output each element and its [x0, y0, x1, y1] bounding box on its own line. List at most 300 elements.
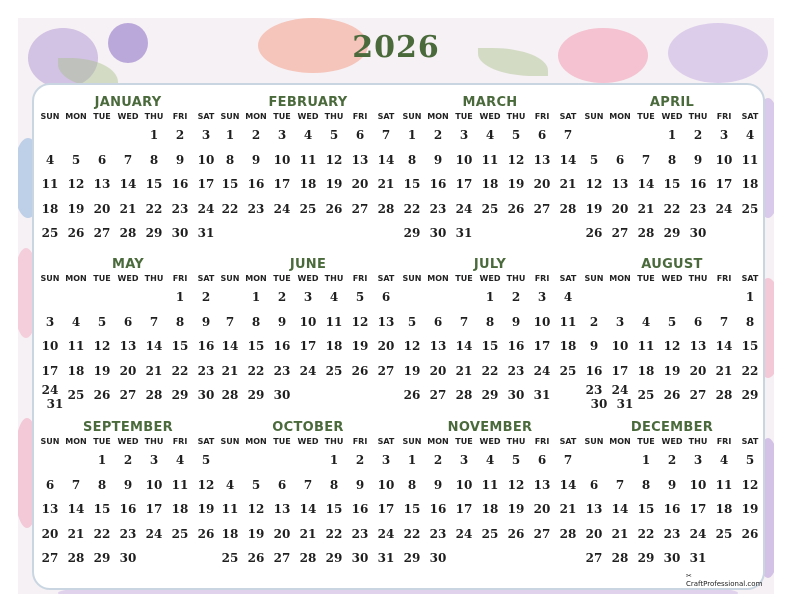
day-cell: 4 — [329, 290, 339, 304]
weekday-label: TUE — [637, 274, 655, 283]
day-cell: 8 — [407, 152, 417, 167]
day-cell: 6 — [433, 314, 443, 329]
day-cell: 24 — [455, 526, 473, 541]
weekday-label: WED — [661, 437, 683, 446]
day-cell: 11 — [299, 152, 317, 167]
weekday-header — [217, 436, 399, 448]
day-cell: 22 — [145, 201, 163, 216]
empty-cell — [737, 221, 763, 246]
day-cell: 26 — [325, 201, 343, 216]
day-cell: 9 — [277, 314, 287, 329]
weekday-label: SUN — [402, 112, 422, 121]
day-cell: 1 — [745, 290, 755, 304]
empty-cell — [711, 285, 737, 310]
day-cell: 20 — [533, 177, 551, 191]
day-cell: 29 — [93, 551, 111, 565]
empty-cell — [115, 123, 141, 148]
day-cell: 16 — [507, 339, 525, 353]
weekday-label: MON — [65, 112, 87, 121]
weekday-label: SAT — [197, 112, 215, 121]
empty-cell — [451, 546, 477, 571]
weekday-label: FRI — [534, 112, 550, 121]
weekday-label: THU — [688, 437, 708, 446]
day-cell: 13 — [533, 152, 551, 167]
day-cell: 4 — [45, 152, 55, 167]
calendar-panel — [32, 83, 765, 590]
day-cell: 10 — [715, 152, 733, 167]
empty-cell — [555, 221, 581, 246]
day-cell: 10 — [41, 339, 59, 353]
day-cell: 19 — [585, 201, 603, 216]
weekday-label: MON — [427, 274, 449, 283]
day-cell: 10 — [689, 477, 707, 492]
day-cell: 26 — [585, 226, 603, 240]
month-april — [581, 95, 763, 246]
weekday-label: THU — [506, 274, 526, 283]
day-cell: 12 — [197, 477, 215, 492]
weekday-label: THU — [144, 437, 164, 446]
day-cell: 20 — [351, 177, 369, 191]
day-cell: 19 — [351, 339, 369, 353]
day-cell: 1 — [329, 453, 339, 467]
day-cell: 8 — [251, 314, 261, 329]
day-cell: 14 — [119, 177, 137, 191]
empty-cell — [89, 285, 115, 310]
empty-cell — [37, 123, 63, 148]
day-cell: 9 — [433, 152, 443, 167]
day-cell: 28 — [455, 388, 473, 402]
day-cell: 18 — [559, 339, 577, 353]
day-cell: 31 — [197, 226, 215, 240]
empty-cell — [425, 285, 451, 310]
month-august — [581, 257, 763, 411]
weekday-label: WED — [117, 112, 139, 121]
day-cell: 29 — [741, 388, 759, 402]
day-cell: 5 — [251, 477, 261, 492]
day-cell: 22 — [171, 363, 189, 378]
day-cell: 15 — [403, 177, 421, 191]
weekday-label: FRI — [716, 437, 732, 446]
empty-cell — [269, 448, 295, 473]
day-cell: 21 — [145, 363, 163, 378]
day-cell: 13 — [351, 152, 369, 167]
day-cell: 5 — [355, 290, 365, 304]
day-cell: 8 — [407, 477, 417, 492]
weekday-header — [581, 111, 763, 123]
day-cell: 22 — [663, 201, 681, 216]
empty-cell — [633, 123, 659, 148]
day-cell: 23 — [273, 363, 291, 378]
day-cell: 13 — [611, 177, 629, 191]
empty-cell — [581, 285, 607, 310]
day-cell: 15 — [637, 502, 655, 516]
day-cell: 19 — [247, 526, 265, 541]
day-cell: 27 — [689, 388, 707, 402]
day-cell: 28 — [67, 551, 85, 565]
empty-cell — [581, 123, 607, 148]
day-cell: 11 — [637, 339, 655, 353]
day-cell: 2 — [511, 290, 521, 304]
day-cell: 3 — [381, 453, 391, 467]
day-cell: 21 — [221, 363, 239, 378]
empty-cell — [737, 546, 763, 571]
day-cell: 9 — [589, 339, 599, 353]
day-cell: 17 — [715, 177, 733, 191]
day-cell: 27 — [585, 551, 603, 565]
weekday-label: MON — [609, 112, 631, 121]
day-cell: 20 — [377, 339, 395, 353]
day-cell: 25 — [221, 551, 239, 565]
day-cell: 5 — [329, 128, 339, 142]
day-cell: 28 — [559, 526, 577, 541]
day-cell: 13 — [533, 477, 551, 492]
day-cell: 18 — [481, 177, 499, 191]
weekday-label: SAT — [377, 112, 395, 121]
day-cell: 13 — [41, 502, 59, 516]
weekday-label: THU — [506, 437, 526, 446]
day-cell: 23 — [247, 201, 265, 216]
day-cell: 22 — [247, 363, 265, 378]
day-cell: 22 — [403, 201, 421, 216]
day-grid — [37, 448, 219, 571]
weekday-label: THU — [324, 112, 344, 121]
weekday-label: SUN — [40, 112, 60, 121]
day-cell: 15 — [171, 339, 189, 353]
weekday-label: WED — [661, 112, 683, 121]
day-cell: 1 — [407, 128, 417, 142]
day-cell: 1 — [97, 453, 107, 467]
day-cell: 24 — [145, 526, 163, 541]
weekday-label: SAT — [377, 274, 395, 283]
month-name: SEPTEMBER — [83, 420, 173, 435]
day-cell: 19 — [93, 363, 111, 378]
day-cell: 20 — [689, 363, 707, 378]
day-cell: 20 — [533, 502, 551, 516]
day-cell: 7 — [381, 128, 391, 142]
weekday-label: SUN — [402, 437, 422, 446]
day-cell: 30 — [351, 551, 369, 565]
day-cell: 29 — [663, 226, 681, 240]
day-cell: 10 — [299, 314, 317, 329]
day-cell: 21 — [377, 177, 395, 191]
empty-cell — [503, 546, 529, 571]
weekday-label: FRI — [352, 437, 368, 446]
weekday-label: SAT — [559, 274, 577, 283]
day-cell: 16 — [171, 177, 189, 191]
weekday-label: WED — [297, 437, 319, 446]
day-cell: 7 — [615, 477, 625, 492]
day-cell: 12 — [351, 314, 369, 329]
day-cell: 10 — [145, 477, 163, 492]
weekday-label: TUE — [637, 112, 655, 121]
day-cell: 18 — [171, 502, 189, 516]
weekday-label: MON — [609, 274, 631, 283]
day-cell: 8 — [745, 314, 755, 329]
day-cell: 11 — [171, 477, 189, 492]
empty-cell — [37, 448, 63, 473]
weekday-label: FRI — [352, 112, 368, 121]
day-cell: 15 — [325, 502, 343, 516]
day-cell: 2 — [277, 290, 287, 304]
weekday-label: MON — [245, 274, 267, 283]
weekday-label: SAT — [197, 437, 215, 446]
weekday-label: TUE — [273, 274, 291, 283]
day-cell: 4 — [485, 453, 495, 467]
day-cell: 25 — [715, 526, 733, 541]
day-cell: 22 — [93, 526, 111, 541]
day-cell: 4 — [485, 128, 495, 142]
day-cell: 19 — [507, 177, 525, 191]
weekday-label: TUE — [637, 437, 655, 446]
day-cell: 28 — [715, 388, 733, 402]
month-october — [217, 420, 399, 571]
day-cell: 13 — [119, 339, 137, 353]
day-cell: 2 — [667, 453, 677, 467]
weekday-label: WED — [479, 112, 501, 121]
day-cell: 19 — [741, 502, 759, 516]
weekday-label: SUN — [584, 274, 604, 283]
month-march — [399, 95, 581, 246]
day-cell: 15 — [145, 177, 163, 191]
weekday-label: SUN — [584, 112, 604, 121]
day-cell: 23 — [507, 363, 525, 378]
day-cell: 18 — [637, 363, 655, 378]
day-cell: 8 — [641, 477, 651, 492]
day-cell: 31 — [533, 388, 551, 402]
day-cell: 23 — [429, 526, 447, 541]
day-cell: 27 — [533, 526, 551, 541]
day-cell: 22 — [637, 526, 655, 541]
day-cell: 5 — [201, 453, 211, 467]
empty-cell — [243, 448, 269, 473]
day-cell: 14 — [377, 152, 395, 167]
month-name: FEBRUARY — [268, 95, 348, 110]
empty-cell — [89, 123, 115, 148]
day-cell: 7 — [123, 152, 133, 167]
day-cell: 20 — [611, 201, 629, 216]
day-cell: 3 — [303, 290, 313, 304]
day-cell: 28 — [611, 551, 629, 565]
day-cell: 10 — [455, 152, 473, 167]
day-cell: 27 — [611, 226, 629, 240]
month-june — [217, 257, 399, 408]
day-cell: 12 — [93, 339, 111, 353]
day-cell: 6 — [45, 477, 55, 492]
weekday-header — [217, 111, 399, 123]
month-name: AUGUST — [641, 257, 703, 272]
weekday-label: THU — [688, 112, 708, 121]
day-cell: 1 — [485, 290, 495, 304]
day-cell: 22 — [481, 363, 499, 378]
day-cell: 22 — [221, 201, 239, 216]
day-cell: 25 — [171, 526, 189, 541]
day-cell: 13 — [93, 177, 111, 191]
day-cell: 1 — [407, 453, 417, 467]
day-cell: 27 — [377, 363, 395, 378]
day-number: 24 — [611, 383, 629, 397]
day-cell: 12 — [247, 502, 265, 516]
month-name: MAY — [111, 257, 145, 272]
month-july — [399, 257, 581, 408]
day-cell: 20 — [585, 526, 603, 541]
weekday-header — [37, 436, 219, 448]
day-grid — [37, 123, 219, 246]
day-grid — [217, 448, 399, 571]
weekday-label: MON — [427, 112, 449, 121]
day-cell: 29 — [325, 551, 343, 565]
weekday-label: MON — [65, 274, 87, 283]
weekday-header — [399, 273, 581, 285]
weekday-label: SAT — [559, 437, 577, 446]
day-cell: 5 — [71, 152, 81, 167]
day-cell: 15 — [93, 502, 111, 516]
day-cell: 11 — [741, 152, 759, 167]
day-cell: 16 — [585, 363, 603, 378]
day-cell: 24 — [299, 363, 317, 378]
day-cell: 17 — [455, 502, 473, 516]
day-grid — [399, 285, 581, 408]
day-cell: 19 — [403, 363, 421, 378]
weekday-header — [37, 273, 219, 285]
day-cell: 29 — [171, 388, 189, 402]
day-cell: 25 — [741, 201, 759, 216]
weekday-label: WED — [297, 112, 319, 121]
empty-cell — [115, 285, 141, 310]
empty-cell — [529, 546, 555, 571]
day-cell: 10 — [455, 477, 473, 492]
day-cell: 5 — [667, 314, 677, 329]
weekday-label: TUE — [93, 274, 111, 283]
empty-cell — [477, 221, 503, 246]
day-cell: 11 — [715, 477, 733, 492]
weekday-label: TUE — [93, 437, 111, 446]
weekday-label: TUE — [455, 437, 473, 446]
weekday-label: TUE — [93, 112, 111, 121]
day-cell: 13 — [689, 339, 707, 353]
day-cell: 26 — [197, 526, 215, 541]
weekday-label: SUN — [40, 437, 60, 446]
day-cell: 31 — [455, 226, 473, 240]
empty-cell — [451, 285, 477, 310]
weekday-label: THU — [144, 274, 164, 283]
weekday-label: FRI — [716, 274, 732, 283]
weekday-label: MON — [245, 437, 267, 446]
day-grid — [217, 123, 399, 221]
day-cell: 28 — [377, 201, 395, 216]
day-cell: 12 — [663, 339, 681, 353]
day-cell: 10 — [377, 477, 395, 492]
day-cell: 5 — [511, 453, 521, 467]
weekday-label: SUN — [402, 274, 422, 283]
empty-cell — [711, 546, 737, 571]
empty-cell — [555, 383, 581, 408]
empty-cell — [193, 546, 219, 571]
day-cell: 20 — [41, 526, 59, 541]
day-cell: 23 — [351, 526, 369, 541]
weekday-label: WED — [479, 437, 501, 446]
day-cell — [37, 383, 64, 411]
empty-cell — [141, 285, 167, 310]
day-grid — [399, 448, 581, 571]
day-cell: 2 — [251, 128, 261, 142]
day-cell: 2 — [201, 290, 211, 304]
day-cell: 14 — [455, 339, 473, 353]
day-cell: 11 — [67, 339, 85, 353]
day-cell: 9 — [201, 314, 211, 329]
day-cell: 24 — [533, 363, 551, 378]
day-cell: 21 — [611, 526, 629, 541]
empty-cell — [555, 546, 581, 571]
day-cell: 25 — [325, 363, 343, 378]
month-name: JULY — [473, 257, 507, 272]
day-cell: 21 — [119, 201, 137, 216]
day-cell: 18 — [481, 502, 499, 516]
weekday-label: WED — [479, 274, 501, 283]
day-cell: 9 — [667, 477, 677, 492]
month-name: OCTOBER — [272, 420, 344, 435]
day-cell: 7 — [719, 314, 729, 329]
day-cell: 18 — [715, 502, 733, 516]
day-cell: 24 — [377, 526, 395, 541]
day-cell: 7 — [71, 477, 81, 492]
day-cell: 25 — [559, 363, 577, 378]
weekday-label: FRI — [534, 437, 550, 446]
day-cell: 2 — [175, 128, 185, 142]
day-cell: 8 — [485, 314, 495, 329]
day-cell: 15 — [221, 177, 239, 191]
month-name: MARCH — [462, 95, 518, 110]
empty-cell — [503, 221, 529, 246]
day-grid — [217, 285, 399, 408]
weekday-label: TUE — [273, 437, 291, 446]
day-cell: 10 — [533, 314, 551, 329]
day-cell: 16 — [429, 502, 447, 516]
day-grid — [581, 285, 763, 411]
day-cell: 3 — [459, 128, 469, 142]
day-cell: 1 — [641, 453, 651, 467]
day-cell: 28 — [221, 388, 239, 402]
month-february — [217, 95, 399, 221]
day-cell: 19 — [663, 363, 681, 378]
day-cell: 30 — [663, 551, 681, 565]
day-cell: 17 — [611, 363, 629, 378]
weekday-label: TUE — [455, 112, 473, 121]
day-cell: 9 — [251, 152, 261, 167]
day-cell: 2 — [693, 128, 703, 142]
month-december — [581, 420, 763, 571]
day-cell: 21 — [715, 363, 733, 378]
weekday-label: MON — [609, 437, 631, 446]
empty-cell — [711, 221, 737, 246]
day-cell: 17 — [689, 502, 707, 516]
day-cell: 18 — [41, 201, 59, 216]
day-cell: 16 — [429, 177, 447, 191]
day-cell: 29 — [403, 226, 421, 240]
day-cell: 21 — [455, 363, 473, 378]
day-cell: 30 — [273, 388, 291, 402]
day-cell: 31 — [689, 551, 707, 565]
day-cell: 29 — [145, 226, 163, 240]
empty-cell — [63, 285, 89, 310]
day-cell: 1 — [149, 128, 159, 142]
month-name: DECEMBER — [630, 420, 714, 435]
weekday-label: FRI — [172, 437, 188, 446]
weekday-label: THU — [324, 274, 344, 283]
weekday-label: WED — [661, 274, 683, 283]
day-cell: 25 — [67, 388, 85, 402]
weekday-label: FRI — [716, 112, 732, 121]
day-cell: 14 — [715, 339, 733, 353]
